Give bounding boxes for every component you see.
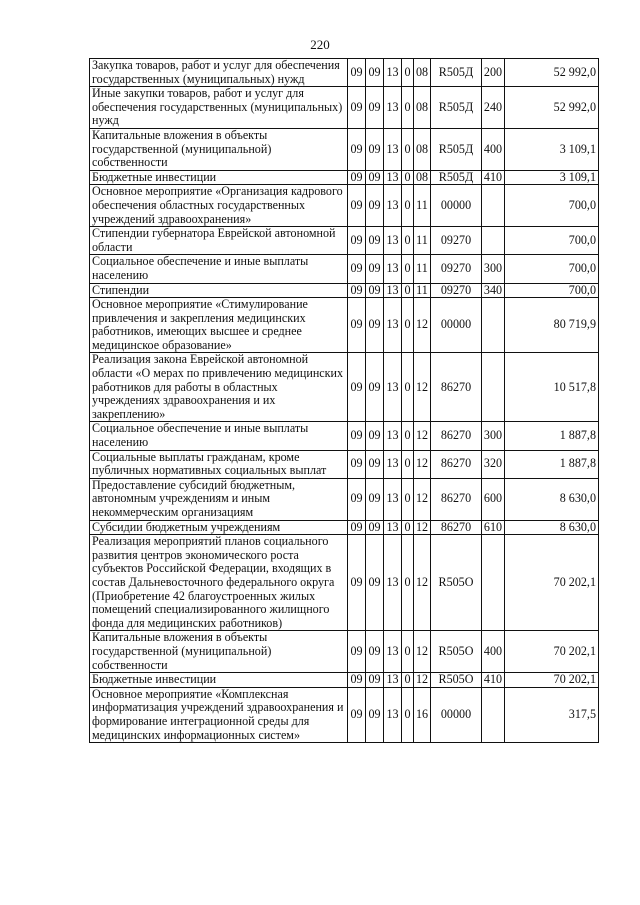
row-name-cell: Основное мероприятие «Организация кадрового обеспечения областных государственных учреждений здравоохранения» [90,185,348,227]
amount-cell: 80 719,9 [505,298,599,353]
event-code-cell: 11 [414,283,431,298]
program-code-cell: 13 [384,59,402,87]
ministry-code-cell: 09 [348,227,366,255]
event-code-cell: 11 [414,185,431,227]
table-row [90,128,599,170]
expense-type-cell: 200 [482,59,505,87]
row-name-cell: Закупка товаров, работ и услуг для обеспечения государственных (муниципальных) нужд [90,59,348,87]
section-code-cell: 09 [366,227,384,255]
subprogram-code-cell: 0 [402,283,414,298]
amount-cell: 1 887,8 [505,422,599,450]
amount-cell: 8 630,0 [505,520,599,535]
subprogram-code-cell: 0 [402,353,414,422]
budget-table [89,58,599,743]
direction-code-cell: R505O [431,673,482,688]
page-number: 220 [310,37,330,52]
table-row [90,283,599,298]
amount-cell: 70 202,1 [505,631,599,673]
section-code-cell: 09 [366,353,384,422]
program-code-cell: 13 [384,353,402,422]
table-row [90,185,599,227]
event-code-cell: 12 [414,450,431,478]
ministry-code-cell: 09 [348,255,366,283]
amount-cell: 1 887,8 [505,450,599,478]
direction-code-cell: 00000 [431,185,482,227]
event-code-cell: 08 [414,170,431,185]
section-code-cell: 09 [366,128,384,170]
direction-code-cell: R505Д [431,59,482,87]
section-code-cell: 09 [366,535,384,631]
section-code-cell: 09 [366,687,384,742]
row-name-cell: Социальные выплаты гражданам, кроме публичных нормативных социальных выплат [90,450,348,478]
direction-code-cell: R505O [431,535,482,631]
ministry-code-cell: 09 [348,353,366,422]
event-code-cell: 12 [414,422,431,450]
amount-cell: 52 992,0 [505,87,599,129]
ministry-code-cell: 09 [348,59,366,87]
subprogram-code-cell: 0 [402,478,414,520]
direction-code-cell: 86270 [431,422,482,450]
row-name-cell: Капитальные вложения в объекты государственной (муниципальной) собственности [90,128,348,170]
section-code-cell: 09 [366,520,384,535]
direction-code-cell: 09270 [431,283,482,298]
event-code-cell: 12 [414,673,431,688]
direction-code-cell: R505Д [431,128,482,170]
row-name-cell: Реализация закона Еврейской автономной области «О мерах по привлечению медицинских работников для работы в областных учреждениях здравоохранения и их закреплению» [90,353,348,422]
event-code-cell: 12 [414,353,431,422]
event-code-cell: 11 [414,255,431,283]
ministry-code-cell: 09 [348,422,366,450]
event-code-cell: 12 [414,520,431,535]
event-code-cell: 11 [414,227,431,255]
event-code-cell: 12 [414,631,431,673]
direction-code-cell: 86270 [431,478,482,520]
amount-cell: 700,0 [505,185,599,227]
table-row [90,170,599,185]
direction-code-cell: R505Д [431,87,482,129]
ministry-code-cell: 09 [348,673,366,688]
row-name-cell: Реализация мероприятий планов социального развития центров экономического роста субъектов Российской Федерации, входящих в состав Дальневосточного федерального округа (Приобретение 42 благоустроенных жилых помещений специализированного жилищного фонда для медицинских работников) [90,535,348,631]
table-row [90,255,599,283]
program-code-cell: 13 [384,520,402,535]
table-row [90,422,599,450]
expense-type-cell: 400 [482,128,505,170]
ministry-code-cell: 09 [348,535,366,631]
program-code-cell: 13 [384,673,402,688]
direction-code-cell: 86270 [431,450,482,478]
subprogram-code-cell: 0 [402,673,414,688]
expense-type-cell: 300 [482,255,505,283]
expense-type-cell: 320 [482,450,505,478]
table-row [90,59,599,87]
section-code-cell: 09 [366,283,384,298]
subprogram-code-cell: 0 [402,227,414,255]
program-code-cell: 13 [384,631,402,673]
program-code-cell: 13 [384,422,402,450]
row-name-cell: Бюджетные инвестиции [90,673,348,688]
direction-code-cell: 86270 [431,520,482,535]
ministry-code-cell: 09 [348,298,366,353]
subprogram-code-cell: 0 [402,59,414,87]
event-code-cell: 08 [414,87,431,129]
program-code-cell: 13 [384,170,402,185]
row-name-cell: Бюджетные инвестиции [90,170,348,185]
table-row [90,535,599,631]
expense-type-cell: 410 [482,673,505,688]
section-code-cell: 09 [366,450,384,478]
event-code-cell: 12 [414,298,431,353]
table-row [90,227,599,255]
section-code-cell: 09 [366,478,384,520]
expense-type-cell: 340 [482,283,505,298]
section-code-cell: 09 [366,87,384,129]
subprogram-code-cell: 0 [402,185,414,227]
direction-code-cell: 09270 [431,255,482,283]
expense-type-cell [482,353,505,422]
direction-code-cell: 09270 [431,227,482,255]
expense-type-cell [482,185,505,227]
event-code-cell: 12 [414,478,431,520]
row-name-cell: Предоставление субсидий бюджетным, автономным учреждениям и иным некоммерческим организациям [90,478,348,520]
program-code-cell: 13 [384,87,402,129]
ministry-code-cell: 09 [348,631,366,673]
ministry-code-cell: 09 [348,478,366,520]
event-code-cell: 08 [414,59,431,87]
program-code-cell: 13 [384,227,402,255]
ministry-code-cell: 09 [348,170,366,185]
direction-code-cell: R505O [431,631,482,673]
section-code-cell: 09 [366,170,384,185]
subprogram-code-cell: 0 [402,170,414,185]
expense-type-cell: 410 [482,170,505,185]
table-row [90,687,599,742]
row-name-cell: Иные закупки товаров, работ и услуг для обеспечения государственных (муниципальных) нужд [90,87,348,129]
direction-code-cell: R505Д [431,170,482,185]
row-name-cell: Субсидии бюджетным учреждениям [90,520,348,535]
row-name-cell: Социальное обеспечение и иные выплаты населению [90,255,348,283]
section-code-cell: 09 [366,185,384,227]
program-code-cell: 13 [384,298,402,353]
table-row [90,478,599,520]
amount-cell: 3 109,1 [505,128,599,170]
table-row [90,353,599,422]
row-name-cell: Основное мероприятие «Стимулирование привлечения и закрепления медицинских работников, имеющих высшее и среднее медицинское образование» [90,298,348,353]
ministry-code-cell: 09 [348,283,366,298]
ministry-code-cell: 09 [348,87,366,129]
direction-code-cell: 86270 [431,353,482,422]
table-row [90,298,599,353]
amount-cell: 70 202,1 [505,535,599,631]
subprogram-code-cell: 0 [402,535,414,631]
amount-cell: 3 109,1 [505,170,599,185]
amount-cell: 700,0 [505,283,599,298]
amount-cell: 700,0 [505,227,599,255]
amount-cell: 70 202,1 [505,673,599,688]
program-code-cell: 13 [384,128,402,170]
section-code-cell: 09 [366,673,384,688]
amount-cell: 700,0 [505,255,599,283]
row-name-cell: Стипендии губернатора Еврейской автономной области [90,227,348,255]
direction-code-cell: 00000 [431,298,482,353]
subprogram-code-cell: 0 [402,255,414,283]
program-code-cell: 13 [384,535,402,631]
amount-cell: 317,5 [505,687,599,742]
expense-type-cell [482,535,505,631]
expense-type-cell: 600 [482,478,505,520]
direction-code-cell: 00000 [431,687,482,742]
program-code-cell: 13 [384,687,402,742]
subprogram-code-cell: 0 [402,687,414,742]
expense-type-cell [482,687,505,742]
row-name-cell: Стипендии [90,283,348,298]
event-code-cell: 08 [414,128,431,170]
ministry-code-cell: 09 [348,520,366,535]
program-code-cell: 13 [384,450,402,478]
ministry-code-cell: 09 [348,185,366,227]
section-code-cell: 09 [366,298,384,353]
program-code-cell: 13 [384,283,402,298]
event-code-cell: 12 [414,535,431,631]
table-row [90,87,599,129]
subprogram-code-cell: 0 [402,450,414,478]
row-name-cell: Социальное обеспечение и иные выплаты населению [90,422,348,450]
subprogram-code-cell: 0 [402,520,414,535]
section-code-cell: 09 [366,422,384,450]
ministry-code-cell: 09 [348,687,366,742]
expense-type-cell [482,227,505,255]
ministry-code-cell: 09 [348,450,366,478]
ministry-code-cell: 09 [348,128,366,170]
expense-type-cell: 610 [482,520,505,535]
subprogram-code-cell: 0 [402,298,414,353]
subprogram-code-cell: 0 [402,422,414,450]
expense-type-cell: 300 [482,422,505,450]
section-code-cell: 09 [366,59,384,87]
amount-cell: 10 517,8 [505,353,599,422]
amount-cell: 8 630,0 [505,478,599,520]
subprogram-code-cell: 0 [402,87,414,129]
event-code-cell: 16 [414,687,431,742]
expense-type-cell [482,298,505,353]
subprogram-code-cell: 0 [402,631,414,673]
row-name-cell: Капитальные вложения в объекты государственной (муниципальной) собственности [90,631,348,673]
subprogram-code-cell: 0 [402,128,414,170]
row-name-cell: Основное мероприятие «Комплексная информатизация учреждений здравоохранения и формирование интеграционной среды для медицинских информационных систем» [90,687,348,742]
expense-type-cell: 400 [482,631,505,673]
program-code-cell: 13 [384,255,402,283]
table-row [90,631,599,673]
table-row [90,450,599,478]
program-code-cell: 13 [384,478,402,520]
expense-type-cell: 240 [482,87,505,129]
table-row [90,520,599,535]
program-code-cell: 13 [384,185,402,227]
table-row [90,673,599,688]
section-code-cell: 09 [366,255,384,283]
section-code-cell: 09 [366,631,384,673]
amount-cell: 52 992,0 [505,59,599,87]
